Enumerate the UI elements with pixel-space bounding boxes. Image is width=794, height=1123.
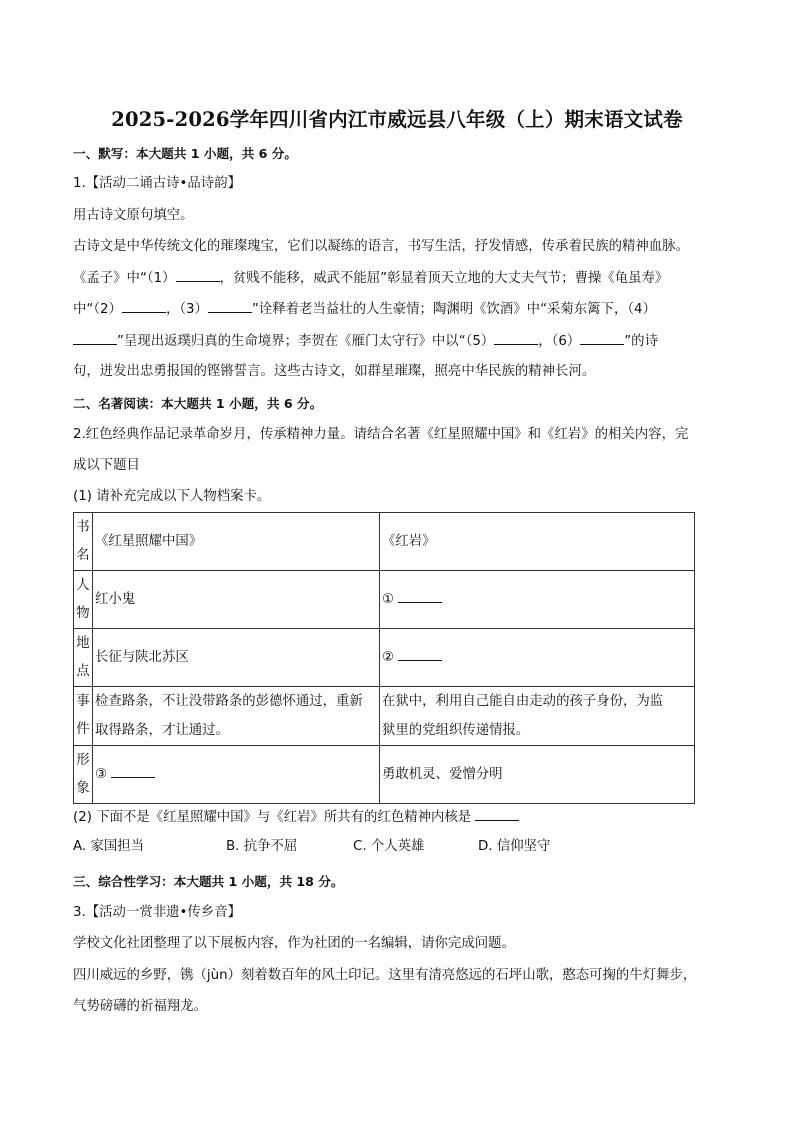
table-cell: ② — [380, 629, 695, 687]
row-key-cell: 人 物 — [74, 571, 93, 629]
question-3-heading: 3.【活动一赏非遗•传乡音】 — [73, 905, 241, 920]
table-cell: 红小鬼 — [93, 571, 380, 629]
answer-blank-5[interactable] — [494, 332, 538, 345]
table-cell: 长征与陕北苏区 — [93, 629, 380, 687]
option-a[interactable]: A. 家国担当 — [73, 839, 144, 854]
table-cell: 在狱中，利用自己能自由走动的孩子身份，为监 狱里的党组织传递情报。 — [380, 687, 695, 746]
question-1-text-line: 《孟子》中“（1） ，贫贱不能移，威武不能屈”彰显着顶天立地的大丈夫气节；曹操《龟虽寿》 — [73, 271, 669, 286]
table-row — [74, 513, 695, 571]
question-3-text-line: 气势磅礴的祈福翔龙。 — [73, 999, 207, 1014]
row-key-cell: 书 名 — [74, 513, 93, 571]
table-cell: ③ — [93, 746, 380, 804]
question-1-instruction: 用古诗文原句填空。 — [73, 208, 194, 223]
question-1-text-line: 句，迸发出忠勇报国的铿锵誓言。这些古诗文，如群星璀璨，照亮中华民族的精神长河。 — [73, 364, 596, 379]
question-2-sub-1: (1) 请补充完成以下人物档案卡。 — [73, 489, 271, 504]
section-2-header: 二、名著阅读：本大题共 1 小题，共 6 分。 — [73, 396, 323, 411]
table-row — [74, 571, 695, 629]
character-profile-table — [73, 512, 695, 804]
option-d[interactable]: D. 信仰坚守 — [478, 839, 551, 854]
row-key-cell: 形 象 — [74, 746, 93, 804]
option-b[interactable]: B. 抗争不屈 — [226, 839, 298, 854]
table-cell: 检查路条，不让没带路条的彭德怀通过，重新 取得路条，才让通过。 — [93, 687, 380, 746]
answer-blank-choice[interactable] — [475, 808, 519, 821]
question-3-text-line: 学校文化社团整理了以下展板内容，作为社团的一名编辑，请你完成问题。 — [73, 936, 515, 951]
answer-blank-6[interactable] — [580, 332, 624, 345]
table-cell: 《红星照耀中国》 — [93, 513, 380, 571]
answer-blank-3[interactable] — [208, 300, 252, 313]
table-row — [74, 629, 695, 687]
question-2-text-line: 成以下题目 — [73, 458, 140, 473]
answer-blank-2[interactable] — [122, 300, 166, 313]
answer-blank-4[interactable] — [73, 332, 117, 345]
option-c[interactable]: C. 个人英雄 — [353, 839, 425, 854]
question-1-text-line: 古诗文是中华传统文化的璀璨瑰宝，它们以凝练的语言，书写生活，抒发情感，传承着民族的精神血脉。 — [73, 239, 689, 254]
table-cell: ① — [380, 571, 695, 629]
question-2-sub-2: (2) 下面不是《红星照耀中国》与《红岩》所共有的红色精神内核是 — [73, 808, 519, 827]
section-1-header: 一、默写：本大题共 1 小题，共 6 分。 — [73, 146, 297, 161]
answer-blank-table-1[interactable] — [398, 590, 442, 603]
row-key-cell: 地 点 — [74, 629, 93, 687]
table-cell: 《红岩》 — [380, 513, 695, 571]
row-key-cell: 事 件 — [74, 687, 93, 746]
question-3-text-line: 四川威远的乡野，镌（jùn）刻着数百年的风土印记。这里有清亮悠远的石坪山歌，憨态可掬的牛灯舞步， — [73, 968, 697, 983]
answer-blank-1[interactable] — [176, 269, 220, 282]
question-2-text-line: 2.红色经典作品记录革命岁月，传承精神力量。请结合名著《红星照耀中国》和《红岩》的相关内容，完 — [73, 427, 689, 442]
table-row — [74, 687, 695, 746]
question-1-text-line: 中“（2） ，（3） ”诠释着老当益壮的人生豪情；陶渊明《饮酒》中“采菊东篱下，（4） — [73, 302, 656, 317]
answer-blank-table-2[interactable] — [398, 648, 442, 661]
exam-title: 2025-2026学年四川省内江市威远县八年级（上）期末语文试卷 — [111, 108, 683, 131]
question-1-heading: 1.【活动二诵古诗•品诗韵】 — [73, 176, 241, 191]
table-row — [74, 746, 695, 804]
table-cell: 勇敢机灵、爱憎分明 — [380, 746, 695, 804]
question-1-text-line: ”呈现出返璞归真的生命境界；李贺在《雁门太守行》中以“（5） ，（6） ”的诗 — [73, 332, 658, 351]
section-3-header: 三、综合性学习：本大题共 1 小题，共 18 分。 — [73, 874, 344, 889]
answer-blank-table-3[interactable] — [111, 765, 155, 778]
